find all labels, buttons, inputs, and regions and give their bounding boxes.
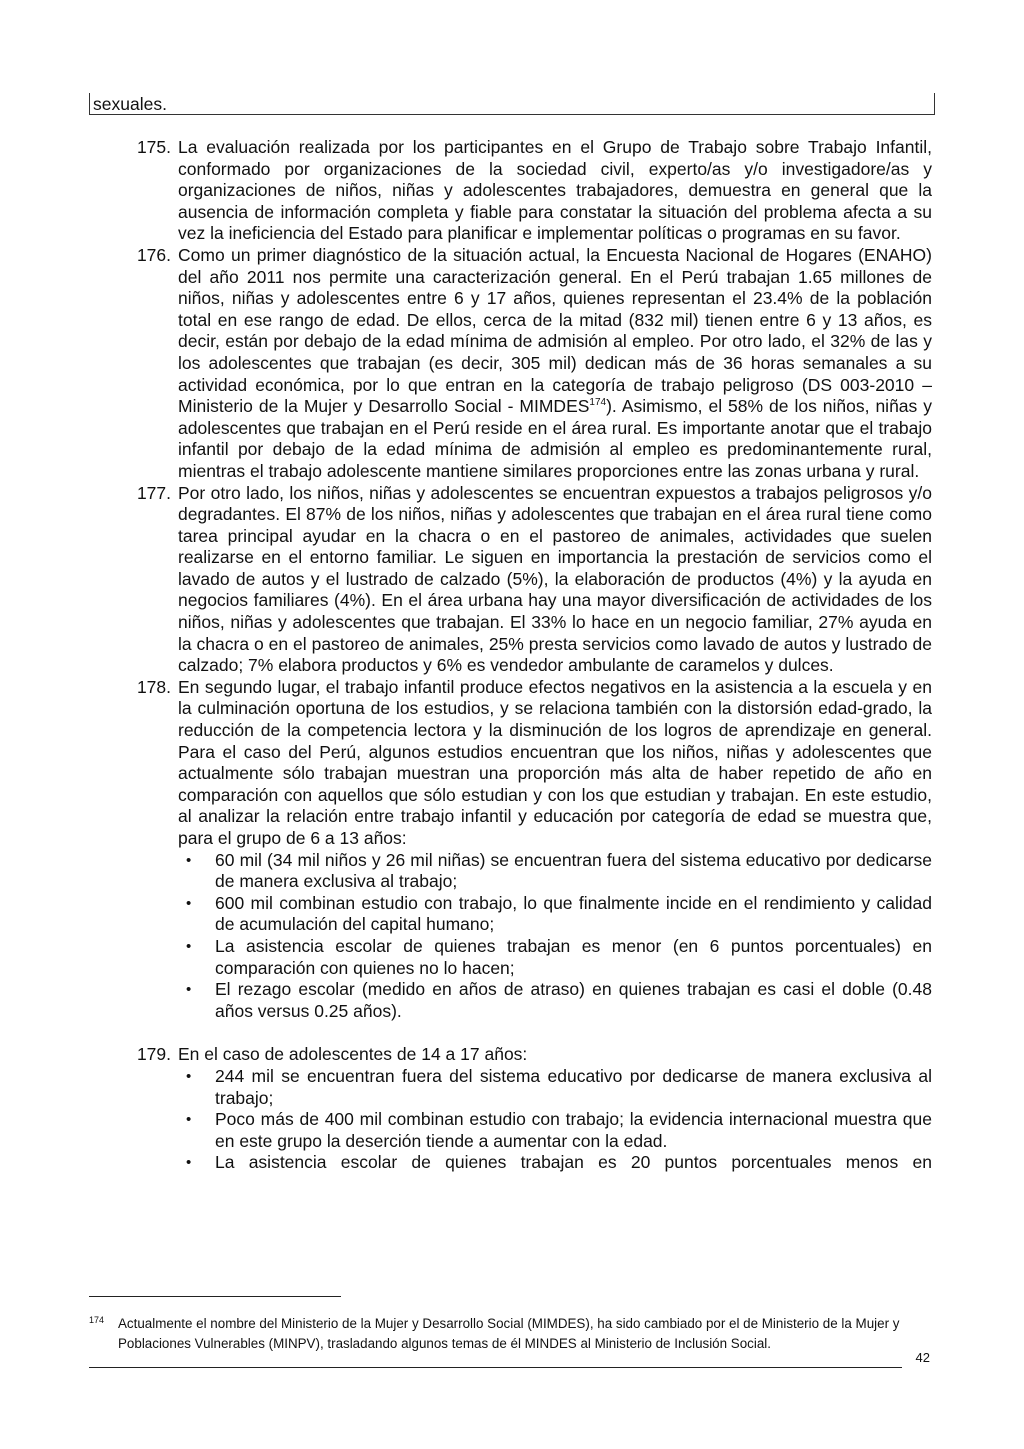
footnote-text-line: Poblaciones Vulnerables (MINPV), trasladando algunos temas de él MINDES al Ministerio de Inclusión Social.: [118, 1336, 771, 1351]
bullet-icon: •: [186, 1111, 192, 1129]
list-item: [178, 1109, 932, 1152]
bullet-icon: •: [186, 851, 192, 869]
bullet-icon: •: [186, 1154, 192, 1172]
footnote-separator: [89, 1296, 341, 1297]
paragraph-number: 178.: [136, 676, 171, 697]
bullet-icon: •: [186, 981, 192, 999]
paragraph-175: [136, 137, 932, 245]
bullet-list: [178, 1066, 932, 1174]
bullet-icon: •: [186, 937, 192, 955]
list-item-text: 244 mil se encuentran fuera del sistema educativo por dedicarse de manera exclusiva al trabajo;: [215, 1065, 932, 1108]
list-item: [178, 1152, 932, 1174]
paragraph-text: Por otro lado, los niños, niñas y adolescentes se encuentran expuestos a trabajos peligrosos y/o degradantes. El 87% de los niños, niñas y adolescentes que trabajan en el área rural tiene como tarea principal ayudar en la chacra o en el pastoreo de animales, actividades que suelen realizarse en el entorno familiar. Le siguen en importancia la prestación de servicios como el lavado de autos y el lustrado de calzado (5%), la elaboración de productos (4%) y la ayuda en negocios familiares (4%). En el área urbana hay una mayor diversificación de actividades de los niños, niñas y adolescentes que trabajan. El 33% lo hace en un negocio familiar, 27% ayuda en la chacra o en el pastoreo de animales, 25% presta servicios como lavado de autos y lustrado de calzado; 7% elabora productos y 6% es vendedor ambulante de caramelos y dulces.: [178, 482, 932, 676]
paragraph-number: 175.: [136, 137, 171, 157]
bullet-list: [178, 850, 932, 1023]
page-number: 42: [915, 1350, 930, 1365]
paragraph-text-part: Como un primer diagnóstico de la situación actual, la Encuesta Nacional de Hogares (ENAHO) del año 2011 nos permite una caracterización general. En el Perú trabajan 1.65 millones de niños, niñas y adolescentes entre 6 y 17 años, quienes representan el 23.4% de la población total en ese rango de edad. De ellos, cerca de la mitad (832 mil) tienen entre 6 y 13 años, es decir, están por debajo de la edad mínima de admisión al empleo. Por otro lado, el 32% de las y los adolescentes que trabajan (es decir, 305 mil) dedican más de 36 horas semanales a su actividad económica, por lo que entran en la categoría de trabajo peligroso (DS 003-2010 – Ministerio de la Mujer y Desarrollo Social - MIMDES: [178, 244, 932, 417]
list-item-text: El rezago escolar (medido en años de atraso) en quienes trabajan es casi el doble (0.48 años versus 0.25 años).: [215, 979, 932, 1021]
list-item-text: La asistencia escolar de quienes trabajan es menor (en 6 puntos porcentuales) en comparación con quienes no lo hacen;: [215, 935, 932, 978]
list-item-text: La asistencia escolar de quienes trabajan es 20 puntos porcentuales menos en: [215, 1152, 932, 1173]
paragraph-number: 176.: [136, 244, 171, 265]
list-item: [178, 979, 932, 1022]
bullet-icon: •: [186, 1067, 192, 1085]
paragraph-text-part: ). Asimismo, el 58% de los niños, niñas y adolescentes que trabajan en el Perú reside en el área rural. Es importante anotar que el trabajo infantil por debajo de la edad mínima de admisión al empleo es predominantemente rural, mientras el trabajo adolescente mantiene similares proporciones entre las zonas urbana y rural.: [178, 396, 932, 481]
list-item: [178, 1066, 932, 1109]
continued-text: sexuales.: [93, 94, 167, 114]
paragraph-number: 179.: [136, 1044, 171, 1065]
paragraph-number: 177.: [136, 482, 171, 503]
continued-text-box: [89, 93, 935, 115]
footnote-text-line: Actualmente el nombre del Ministerio de la Mujer y Desarrollo Social (MIMDES), ha sido cambiado por el de Ministerio de la Mujer y: [118, 1316, 900, 1331]
paragraph-178: [136, 676, 932, 1023]
paragraph-text: La evaluación realizada por los participantes en el Grupo de Trabajo sobre Trabajo Infantil, conformado por organizaciones de la sociedad civil, experto/as y/o investigadore/as y organizaciones de niños, niñas y adolescentes trabajadores, demuestra en general que la ausencia de información completa y fiable para constatar la situación del problema afecta a su vez la ineficiencia del Estado para planificar e implementar políticas o programas en su favor.: [178, 137, 932, 244]
list-item: [178, 850, 932, 893]
paragraph-text: [178, 245, 932, 483]
footnote-mark: 174: [89, 1315, 105, 1325]
paragraph-179: [136, 1044, 932, 1174]
list-item: [178, 936, 932, 979]
paragraph-text: En el caso de adolescentes de 14 a 17 años:: [178, 1044, 528, 1065]
list-item: [178, 893, 932, 936]
paragraph-177: [136, 482, 932, 677]
bullet-icon: •: [186, 894, 192, 912]
paragraph-text: En segundo lugar, el trabajo infantil produce efectos negativos en la asistencia a la escuela y en la culminación oportuna de los estudios, y se relaciona también con la distorsión edad-grado, la reducción de la competencia lectora y la disminución de los logros de aprendizaje en general. Para el caso del Perú, algunos estudios encuentran que los niños, niñas y adolescentes que actualmente sólo trabajan muestran una proporción más alta de haber repetido de año en comparación con aquellos que sólo estudian y con los que estudian y trabajan. En este estudio, al analizar la relación entre trabajo infantil y educación por categoría de edad se muestra que, para el grupo de 6 a 13 años:: [178, 676, 932, 848]
paragraph-spacer: [0, 1022, 1024, 1044]
document-body: [0, 137, 1024, 1174]
footnote-reference[interactable]: 174: [589, 397, 607, 409]
footer-rule: [89, 1367, 902, 1368]
list-item-text: 600 mil combinan estudio con trabajo, lo que finalmente incide en el rendimiento y calidad de acumulación del capital humano;: [215, 892, 932, 935]
footnote: [89, 1314, 935, 1354]
list-item-text: Poco más de 400 mil combinan estudio con trabajo; la evidencia internacional muestra que en este grupo la deserción tiende a aumentar con la edad.: [215, 1109, 932, 1151]
paragraph-176: [136, 244, 932, 483]
list-item-text: 60 mil (34 mil niños y 26 mil niñas) se encuentran fuera del sistema educativo por dedicarse de manera exclusiva al trabajo;: [215, 849, 932, 892]
